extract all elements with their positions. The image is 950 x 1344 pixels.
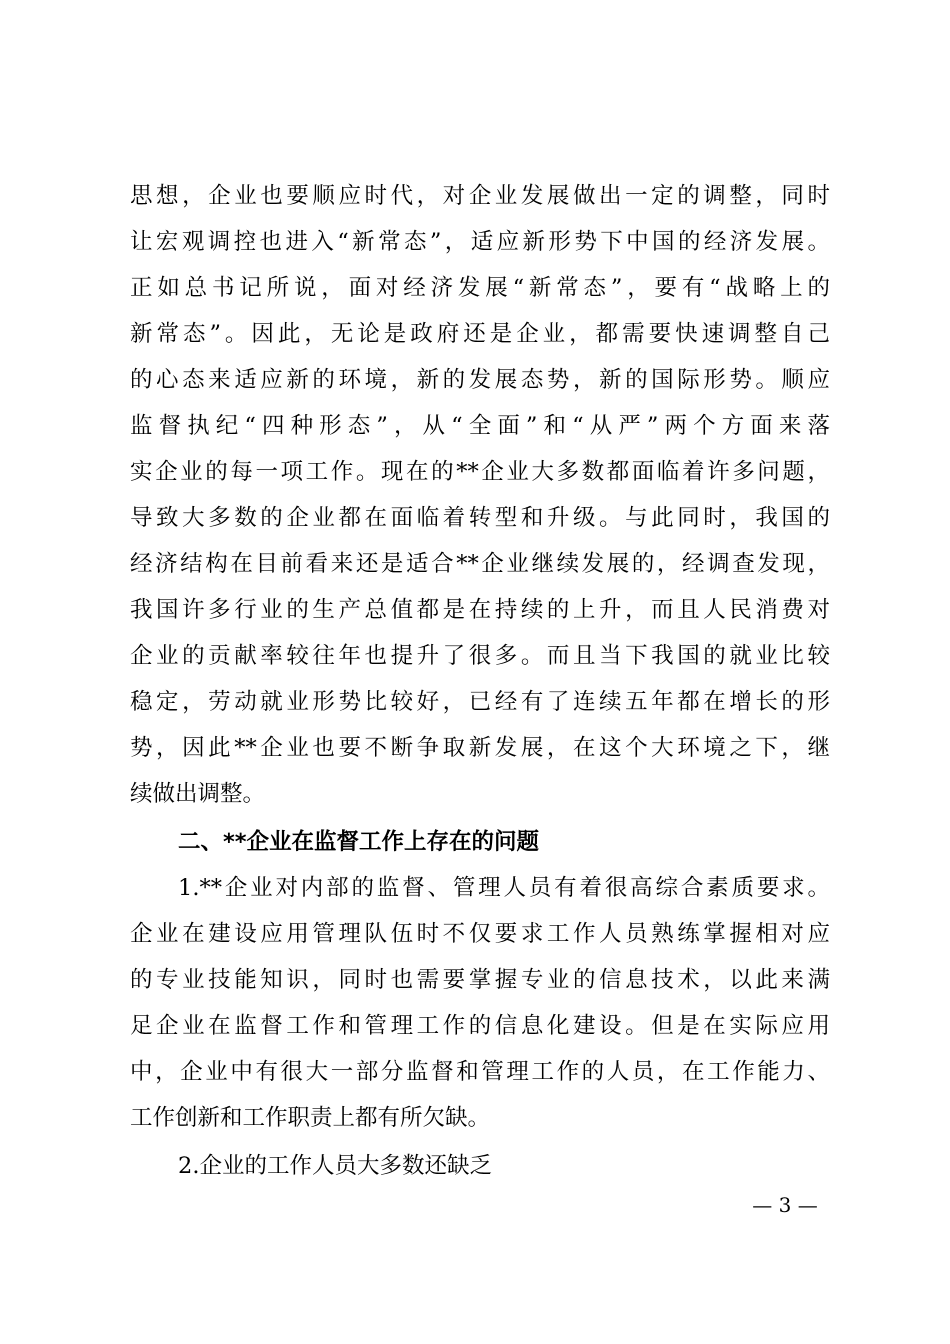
paragraph-line: 正如总书记所说，面对经济发展“新常态”，要有“战略上的 xyxy=(130,275,830,301)
page-number: — 3 — xyxy=(752,1193,818,1217)
paragraph-line: 企业在建设应用管理队伍时不仅要求工作人员熟练掌握相对应 xyxy=(130,921,830,947)
paragraph-line: 实企业的每一项工作。现在的**企业大多数都面临着许多问题， xyxy=(130,459,830,485)
paragraph-line: 中，企业中有很大一部分监督和管理工作的人员，在工作能力、 xyxy=(130,1059,830,1085)
paragraph-line: 新常态”。因此，无论是政府还是企业，都需要快速调整自己 xyxy=(130,321,830,347)
paragraph-line: 我国许多行业的生产总值都是在持续的上升，而且人民消费对 xyxy=(130,597,830,623)
paragraph-line: 稳定，劳动就业形势比较好，已经有了连续五年都在增长的形 xyxy=(130,689,830,715)
paragraph-line: 续做出调整。 xyxy=(130,781,266,807)
paragraph-line: 监督执纪“四种形态”，从“全面”和“从严”两个方面来落 xyxy=(130,413,830,439)
paragraph-line: 让宏观调控也进入“新常态”，适应新形势下中国的经济发展。 xyxy=(130,229,830,255)
paragraph-line: 思想，企业也要顺应时代，对企业发展做出一定的调整，同时 xyxy=(130,183,830,209)
paragraph-line: 足企业在监督工作和管理工作的信息化建设。但是在实际应用 xyxy=(130,1013,830,1039)
paragraph-line: 经济结构在目前看来还是适合**企业继续发展的，经调查发现， xyxy=(130,551,830,577)
paragraph-line: 1.**企业对内部的监督、管理人员有着很高综合素质要求。 xyxy=(178,875,830,901)
paragraph-line: 工作创新和工作职责上都有所欠缺。 xyxy=(130,1105,491,1131)
paragraph-line: 的专业技能知识，同时也需要掌握专业的信息技术，以此来满 xyxy=(130,967,830,993)
paragraph-line: 企业的贡献率较往年也提升了很多。而且当下我国的就业比较 xyxy=(130,643,830,669)
paragraph-line: 2.企业的工作人员大多数还缺乏 xyxy=(178,1153,492,1179)
paragraph-line: 的心态来适应新的环境，新的发展态势，新的国际形势。顺应 xyxy=(130,367,830,393)
paragraph-line: 导致大多数的企业都在面临着转型和升级。与此同时，我国的 xyxy=(130,505,830,531)
section-heading: 二、**企业在监督工作上存在的问题 xyxy=(178,829,540,855)
paragraph-line: 势，因此**企业也要不断争取新发展，在这个大环境之下，继 xyxy=(130,735,830,761)
